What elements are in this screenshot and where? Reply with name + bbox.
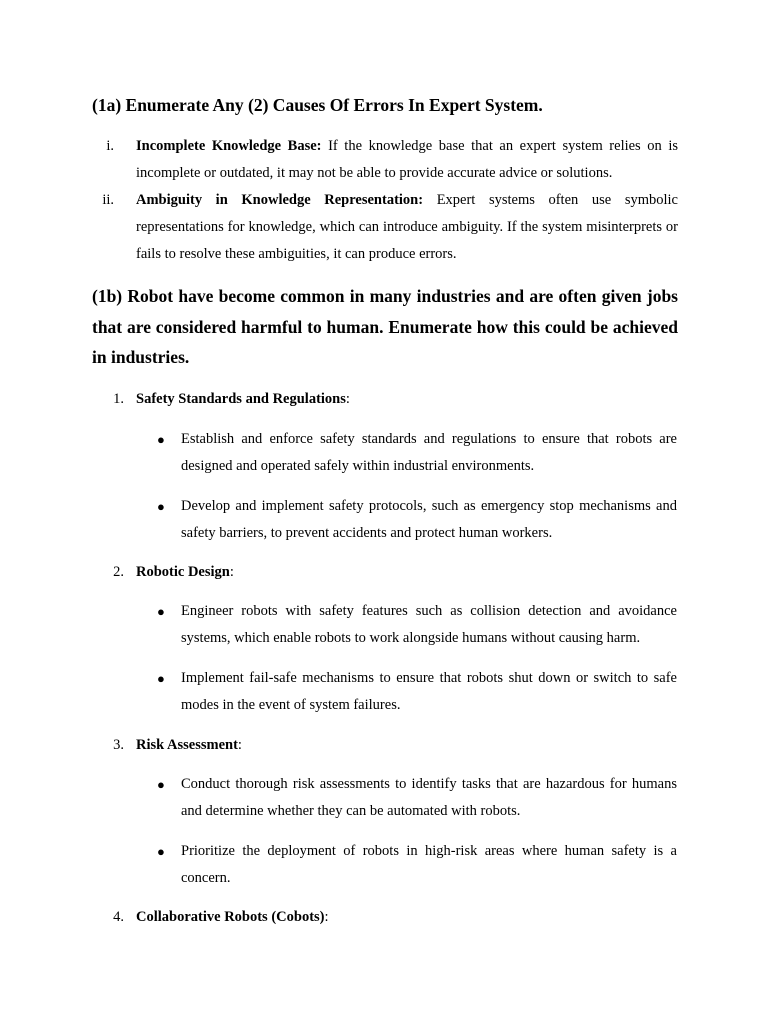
bullet-icon: ● [157,432,165,447]
bullet-icon: ● [157,671,165,686]
bullet-icon: ● [157,777,165,792]
bullet-text: Conduct thorough risk assessments to identify tasks that are hazardous for humans and determine whether they can be automated with robots. [181,776,677,819]
numbered-marker-1: 1. [113,391,124,407]
bullet-icon: ● [157,499,165,514]
list-heading-robotic-design: Robotic Design: [136,564,234,580]
list-heading-safety-standards: Safety Standards and Regulations: [136,391,350,407]
cause-term: Ambiguity in Knowledge Representation: [136,192,424,208]
numbered-marker-4: 4. [113,909,124,925]
bullet-text: Engineer robots with safety features such as collision detection and avoidance systems, which enable robots to work alongside humans without causing harm. [181,603,677,646]
bullet-text: Establish and enforce safety standards and regulations to ensure that robots are designed and operated safely within industrial environments. [181,431,677,474]
cause-item-2 [136,187,678,268]
list-heading-risk-assessment: Risk Assessment: [136,737,242,753]
section-1b-heading: (1b) Robot have become common in many industries and are often given jobs that are considered harmful to human. Enumerate how this could be achieved in industries. [92,286,678,367]
cause-term: Incomplete Knowledge Base: [136,138,322,154]
bullet-icon: ● [157,844,165,859]
numbered-marker-2: 2. [113,564,124,580]
bullet-icon: ● [157,604,165,619]
cause-text: If the knowledge base that an expert system relies on is incomplete or outdated, it may not be able to provide accurate advice or solutions. [136,138,679,181]
bullet-text: Prioritize the deployment of robots in high-risk areas where human safety is a concern. [181,843,677,886]
cause-item-1 [136,133,678,187]
numbered-marker-3: 3. [113,737,124,753]
cause-text: Expert systems often use symbolic representations for knowledge, which can introduce ambiguity. If the system misinterprets or fails to resolve these ambiguities, it can produce errors. [136,192,678,262]
bullet-text: Develop and implement safety protocols, such as emergency stop mechanisms and safety barriers, to prevent accidents and protect human workers. [181,498,677,541]
section-1a-heading: (1a) Enumerate Any (2) Causes Of Errors In Expert System. [92,95,543,115]
bullet-text: Implement fail-safe mechanisms to ensure that robots shut down or switch to safe modes in the event of system failures. [181,670,677,713]
roman-marker-ii: ii. [102,192,114,208]
list-heading-cobots: Collaborative Robots (Cobots): [136,909,329,925]
roman-marker-i: i. [106,138,114,154]
